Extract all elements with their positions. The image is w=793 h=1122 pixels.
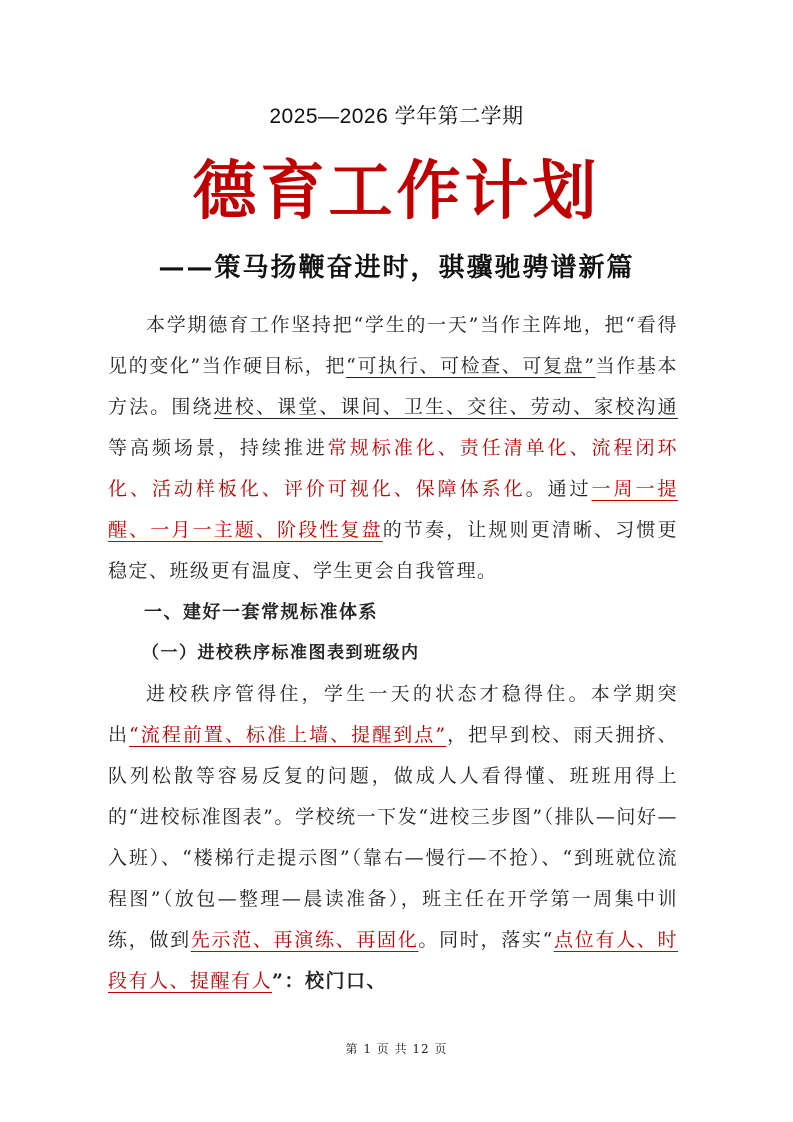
document-body: [108, 305, 678, 1002]
section-red-duty: 点位有人、时段有人、提醒有人: [108, 929, 678, 992]
section-red-training: 先示范、再演练、再固化: [190, 929, 419, 951]
section-red-principle: “流程前置、标准上墙、提醒到点”: [129, 724, 447, 746]
section-paragraph: [108, 674, 678, 1002]
intro-underline-scenes: 进校、课堂、课间、卫生、交往、劳动、家校沟通: [213, 396, 678, 418]
section-text-4: ”：校门口、: [272, 970, 387, 992]
intro-paragraph: [108, 305, 678, 592]
section-text-2: ，把早到校、雨天拥挤、队列松散等容易反复的问题，做成人人看得懂、班班用得上的“进校标准图表”。学校统一下发“进校三步图”（排队—问好—入班）、“楼梯行走提示图”（靠右—慢行—不抢）、“到班就位流程图”（放包—整理—晨读准备），班主任在开学第一周集中训练，做到: [108, 724, 678, 951]
section-text-1: 进校秩序管得住，学生一天的状态才稳得住。本学期突出: [108, 683, 678, 746]
section-heading: 一、建好一套常规标准体系: [144, 602, 378, 623]
document-subtitle: ——策马扬鞭奋进时，骐骥驰骋谱新篇: [158, 253, 635, 283]
intro-red-rhythm: 一周一提醒、一月一主题、阶段性复盘: [108, 478, 678, 541]
intro-text-1: 本学期德育工作坚持把“学生的一天”当作主阵地，把“看得见的变化”当作硬目标，把: [108, 314, 678, 377]
section-text-3: 。同时，落实“: [418, 929, 554, 951]
page-footer: 第 1 页 共 12 页: [345, 1042, 448, 1056]
intro-red-goals: 常规标准化、责任清单化、流程闭环化、活动样板化、评价可视化、保障体系化: [108, 437, 678, 500]
intro-text-3: 等高频场景，持续推进: [108, 437, 328, 459]
subsection-heading: （一）进校秩序标准图表到班级内: [142, 643, 420, 663]
semester-line: 2025—2026 学年第二学期: [269, 105, 524, 128]
intro-text-4: 。通过: [525, 478, 592, 500]
document-title: 德育工作计划: [192, 155, 601, 229]
intro-underline-method: “可执行、可检查、可复盘”: [346, 355, 596, 377]
intro-text-2: 当作基本方法。围绕: [108, 355, 678, 418]
intro-text-5: 的节奏，让规则更清晰、习惯更稳定、班级更有温度、学生更会自我管理。: [108, 519, 678, 582]
